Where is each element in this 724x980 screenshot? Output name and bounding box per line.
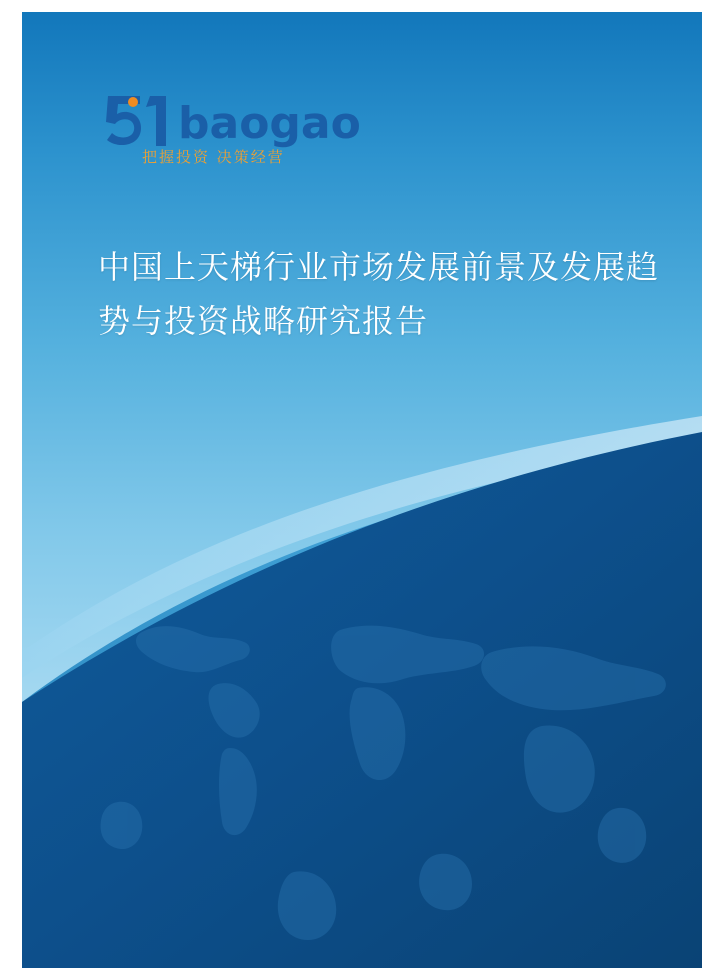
brand-tagline: 把握投资 决策经营 bbox=[142, 148, 285, 166]
report-cover bbox=[22, 12, 702, 968]
logo-wordmark-icon bbox=[100, 90, 400, 150]
brand-logo bbox=[100, 90, 400, 180]
report-title: 中国上天梯行业市场发展前景及发展趋势与投资战略研究报告 bbox=[98, 248, 660, 340]
svg-text:baogao: baogao bbox=[178, 98, 361, 149]
